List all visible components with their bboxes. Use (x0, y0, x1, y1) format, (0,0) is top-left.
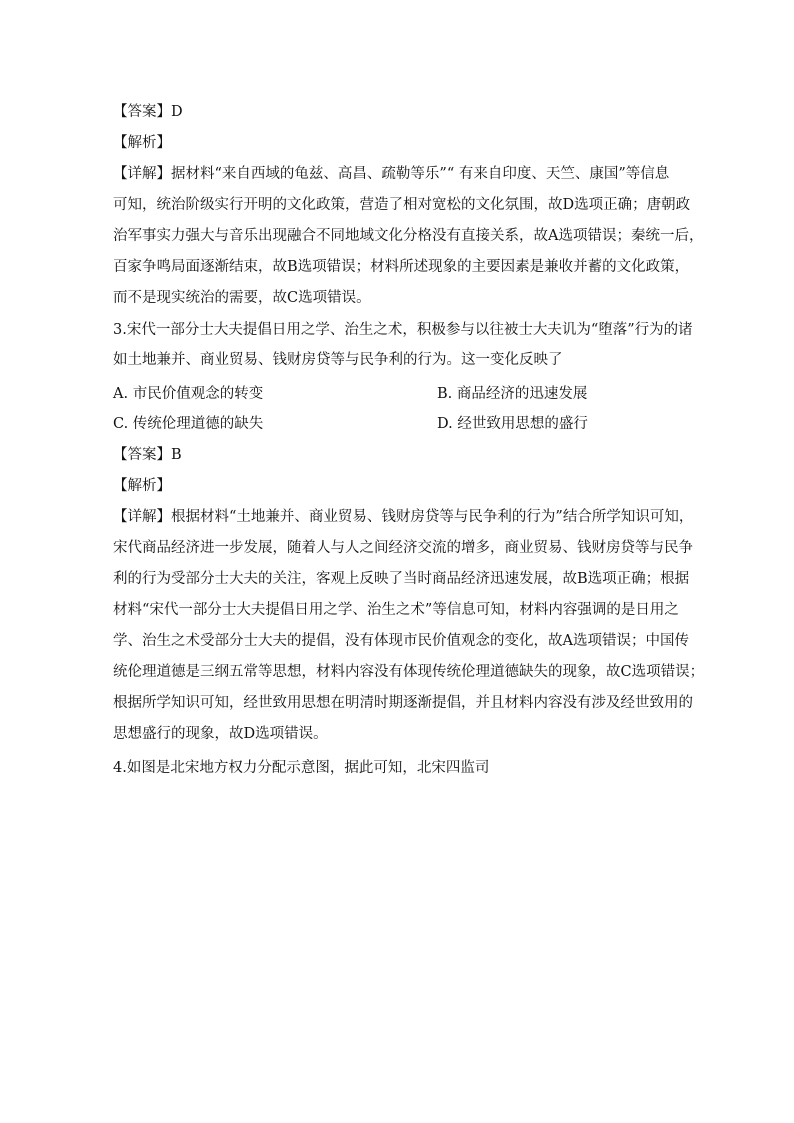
paragraph-line: 思想盛行的现象，故D选项错误。 (113, 726, 328, 742)
paragraph-line: 统伦理道德是三纲五常等思想，材料内容没有体现传统伦理道德缺失的现象，故C选项错误； (113, 664, 705, 680)
paragraph-line: 根据所学知识可知，经世致用思想在明清时期逐渐提倡，并且材料内容没有涉及经世致用的 (113, 695, 693, 711)
paragraph-line: 【详解】根据材料“土地兼并、商业贸易、钱财房贷等与民争利的行为”结合所学知识可知， (113, 509, 694, 525)
paragraph-line: 宋代商品经济进一步发展，随着人与人之间经济交流的增多，商业贸易、钱财房贷等与民争 (113, 540, 693, 556)
paragraph-line: 【详解】据材料“来自西域的龟兹、高昌、疏勒等乐”“ 有来自印度、天竺、康国”等信息 (113, 166, 670, 182)
paragraph-line: 可知，统治阶级实行开明的文化政策，营造了相对宽松的文化氛围，故D选项正确；唐朝政 (113, 197, 691, 213)
question-stem-line: 3.宋代一部分士大夫提倡日用之学、治生之术，积极参与以往被士大夫讥为“堕落”行为的诸 (113, 322, 693, 338)
q3-option-a: A. 市民价值观念的转变 (113, 386, 264, 402)
q3-option-d: D. 经世致用思想的盛行 (437, 416, 588, 432)
q3-option-c: C. 传统伦理道德的缺失 (113, 416, 264, 432)
paragraph-line: 百家争鸣局面逐渐结束，故B选项错误；材料所述现象的主要因素是兼收并蓄的文化政策， (113, 259, 690, 275)
q3-analysis-label: 【解析】 (113, 478, 171, 494)
q3-answer-label: 【答案】B (113, 447, 182, 463)
question-stem-line: 如土地兼并、商业贸易、钱财房贷等与民争利的行为。这一变化反映了 (113, 352, 563, 368)
q2-analysis-label: 【解析】 (113, 135, 171, 151)
paragraph-line: 利的行为受部分士大夫的关注，客观上反映了当时商品经济迅速发展，故B选项正确；根据 (113, 571, 690, 587)
q3-option-b: B. 商品经济的迅速发展 (437, 386, 588, 402)
paragraph-line: 治军事实力强大与音乐出现融合不同地域文化分格没有直接关系，故A选项错误；秦统一后， (113, 228, 704, 244)
paragraph-line: 学、治生之术受部分士大夫的提倡，没有体现市民价值观念的变化，故A选项错误；中国传 (113, 633, 689, 649)
q2-answer-label: 【答案】D (113, 104, 183, 120)
paragraph-line: 材料“宋代一部分士大夫提倡日用之学、治生之术”等信息可知，材料内容强调的是日用之 (113, 602, 679, 618)
paragraph-line: 而不是现实统治的需要，故C选项错误。 (113, 290, 371, 306)
q4-stem: 4.如图是北宋地方权力分配示意图，据此可知，北宋四监司 (113, 760, 490, 776)
